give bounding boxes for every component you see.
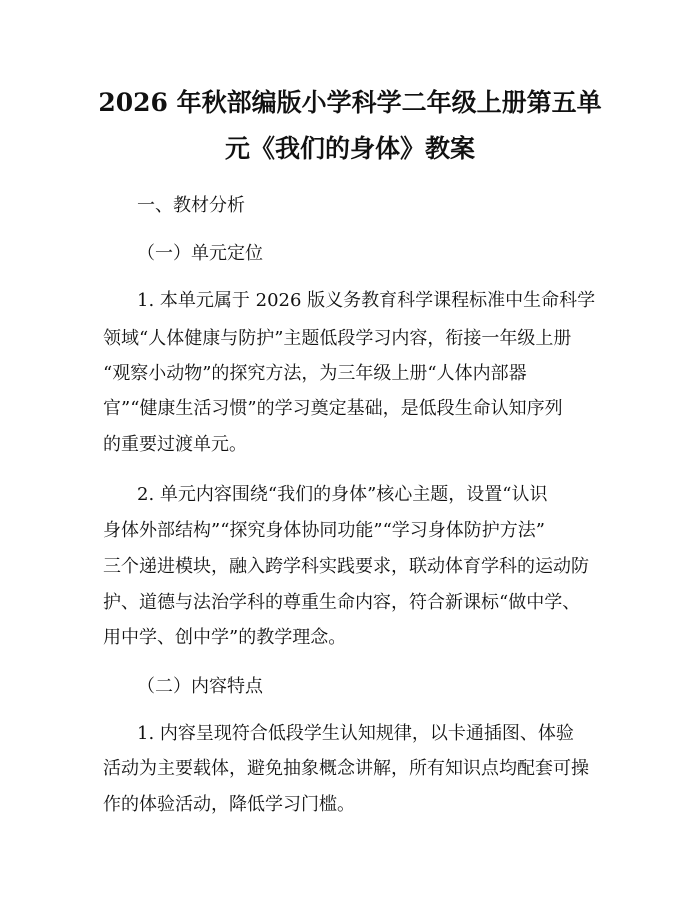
subsection-heading-unit-positioning: （一）单元定位: [137, 243, 263, 264]
paragraph-2-line: 三个递进模块，融入跨学科实践要求，联动体育学科的运动防: [103, 556, 589, 577]
document-title-line-2: 元《我们的身体》教案: [224, 134, 475, 163]
document-title-line-1: 2026 年秋部编版小学科学二年级上册第五单: [98, 88, 602, 117]
section-heading-textbook-analysis: 一、教材分析: [137, 195, 245, 216]
paragraph-3-line: 活动为主要载体，避免抽象概念讲解，所有知识点均配套可操: [103, 758, 589, 779]
paragraph-1-line: “观察小动物”的探究方法，为三年级上册“人体内部器: [103, 363, 527, 384]
paragraph-2-line: 2. 单元内容围绕“我们的身体”核心主题，设置“认识: [137, 484, 548, 505]
paragraph-1-line: 官”“健康生活习惯”的学习奠定基础，是低段生命认知序列: [103, 398, 563, 419]
paragraph-2-line: 护、道德与法治学科的尊重生命内容，符合新课标“做中学、: [103, 592, 581, 613]
paragraph-1-line: 领域“人体健康与防护”主题低段学习内容，衔接一年级上册: [103, 328, 572, 349]
paragraph-2-line: 用中学、创中学”的教学理念。: [103, 627, 347, 648]
paragraph-1-line: 的重要过渡单元。: [103, 434, 247, 455]
paragraph-2-line: 身体外部结构”“探究身体协同功能”“学习身体防护方法”: [103, 520, 546, 541]
subsection-heading-content-features: （二）内容特点: [137, 676, 263, 697]
paragraph-3-line: 作的体验活动，降低学习门槛。: [103, 794, 355, 815]
paragraph-1-line: 1. 本单元属于 2026 版义务教育科学课程标准中生命科学: [137, 290, 596, 311]
paragraph-3-line: 1. 内容呈现符合低段学生认知规律，以卡通插图、体验: [137, 723, 574, 744]
